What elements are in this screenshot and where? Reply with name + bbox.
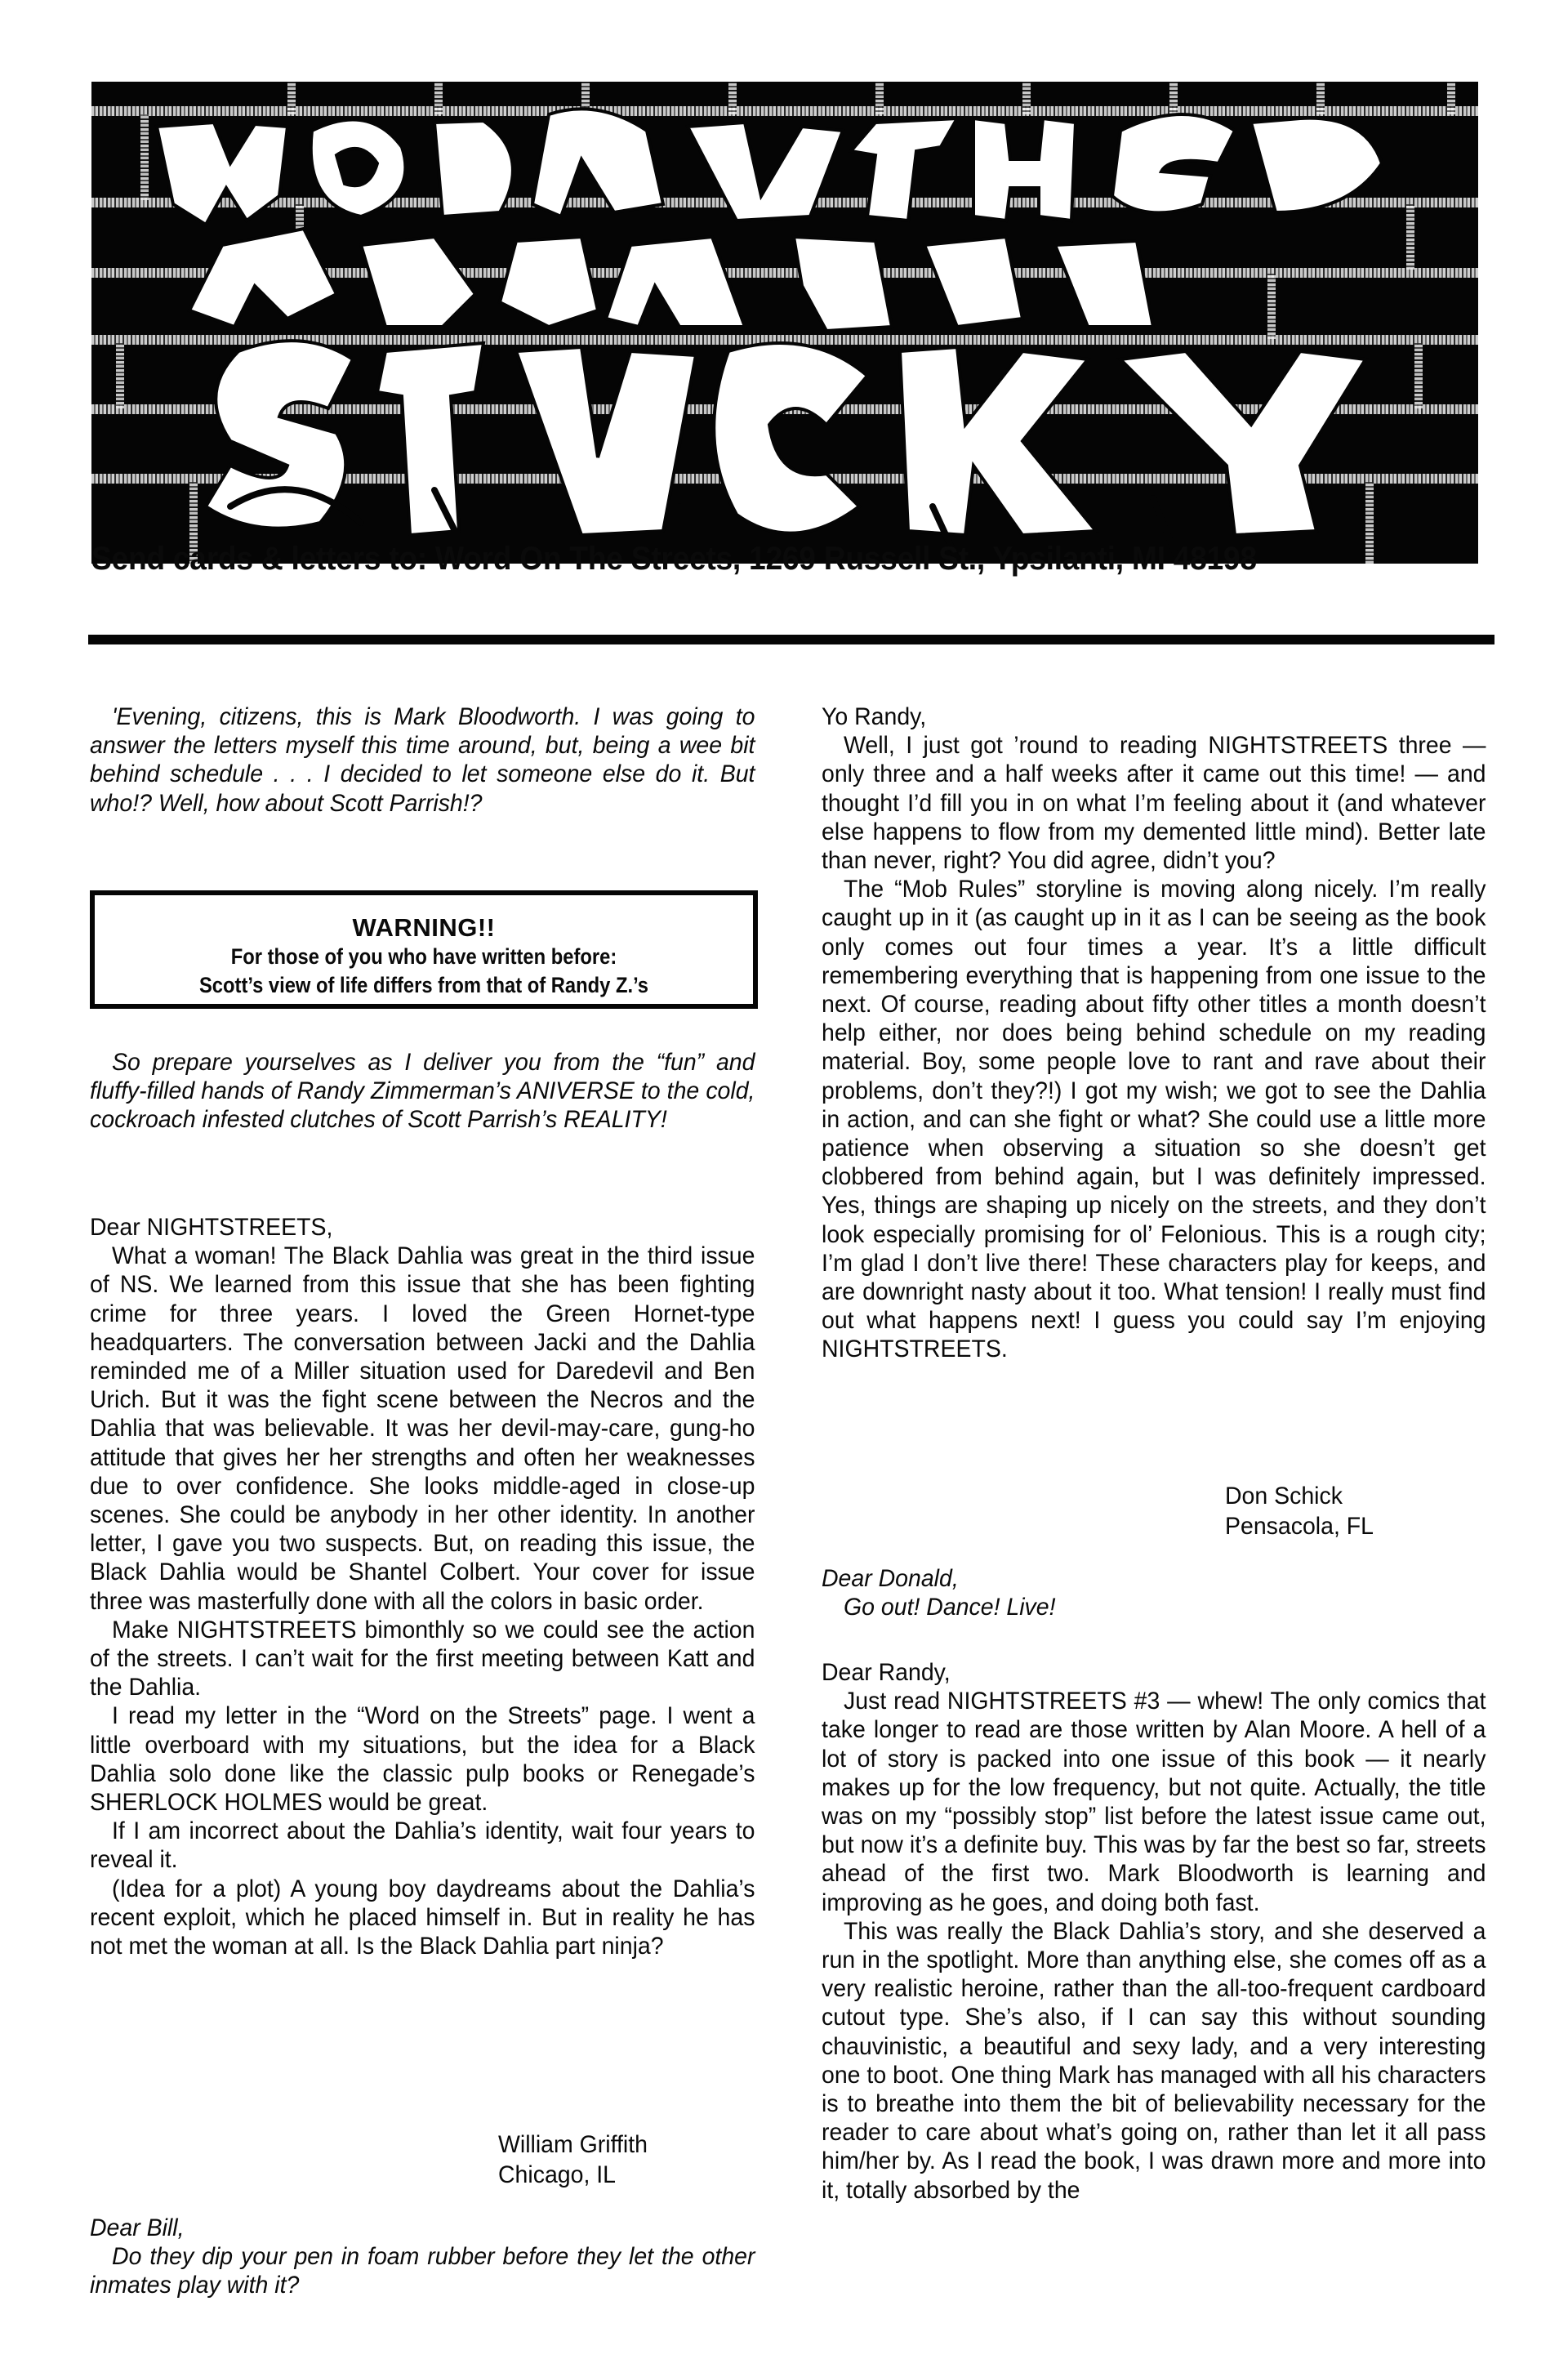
letter-salutation: Dear NIGHTSTREETS,: [90, 1214, 333, 1241]
letter-paragraph: I read my letter in the “Word on the Streets” page. I went a little overboard with my situations, but the idea for a Black Dahlia solo done like the classic pulp books or Renegade’s SHERLOCK HOLMES would be great.: [90, 1702, 755, 1817]
warning-box: [90, 890, 758, 1009]
reply-text: Do they dip your pen in foam rubber before they let the other inmates play with it?: [90, 2243, 755, 2299]
prepare-intro: [90, 1048, 755, 1135]
warning-line-2: Scott’s view of life differs from that of Randy Z.’s: [198, 973, 649, 997]
warning-title: WARNING!!: [352, 913, 496, 942]
signature-place: Pensacola, FL: [1225, 1513, 1374, 1540]
reply-salutation: Dear Donald,: [822, 1565, 959, 1592]
reply-to-bill: [90, 2214, 755, 2300]
letter-paragraph: The “Mob Rules” storyline is moving along nicely. I’m really caught up in it (as caught up in it as I can be seeing as the book only comes out four times a year. It’s a little difficult remembering everything that is happening from one issue to the next. Of course, reading about fifty other titles a month doesn’t help either, nor does being behind schedule on my reading material. Boy, some people love to rant and rave about their problems, don’t they?!) I got my wish; we got to see the Dahlia in action, and can she fight or what? She could use a little more patience when observing a situation so she doesn’t get clobbered from behind again, but I was definitely impressed. Yes, things are shaping up nicely on the streets, and they don’t look especially promising for ol’ Felonious. This is a rough city; I’m glad I don’t live there! These characters play for keeps, and are downright nasty about it too. What tension! I really must find out what happens next! I guess you could say I’m enjoying NIGHTSTREETS.: [822, 876, 1486, 1363]
prepare-text: So prepare yourselves as I deliver you from the “fun” and fluffy-filled hands of Randy Zimmerman’s ANIVERSE to the cold, cockroach infested clutches of Scott Parrish’s REALITY!: [90, 1049, 755, 1134]
letter-don-schick: [822, 702, 1486, 1364]
warning-line-1: For those of you who have written before:: [230, 944, 617, 969]
letter-paragraph: Make NIGHTSTREETS bimonthly so we could see the action of the streets. I can’t wait for the first meeting between Katt and the Dahlia.: [90, 1616, 755, 1701]
reply-salutation: Dear Bill,: [90, 2214, 185, 2241]
mailing-address: Send cards & letters to: Word On The Streets, 1269 Russell St., Ypsilanti, MI 48198: [91, 541, 1257, 577]
horizontal-divider: [88, 635, 1494, 644]
intro-text: 'Evening, citizens, this is Mark Bloodworth. I was going to answer the letters myself this time around, but, being a wee bit behind schedule . . . I decided to let someone else do it. But who!? Well, how about Scott Parrish!?: [90, 703, 755, 817]
graffiti-brick-wall-banner: [91, 82, 1478, 564]
reply-text: Go out! Dance! Live!: [844, 1594, 1056, 1621]
letter-salutation: Yo Randy,: [822, 703, 927, 730]
letter-paragraph: (Idea for a plot) A young boy daydreams about the Dahlia’s recent exploit, which he placed himself in. But in reality he has not met the woman at all. Is the Black Dahlia part ninja?: [90, 1875, 755, 1960]
graffiti-lettering: [91, 82, 1478, 564]
signature-name: William Griffith: [498, 2131, 648, 2158]
letter-salutation: Dear Randy,: [822, 1659, 951, 1686]
signature-name: Don Schick: [1225, 1483, 1343, 1510]
reply-to-donald: [822, 1564, 1486, 1621]
letter-paragraph: This was really the Black Dahlia’s story, and she deserved a run in the spotlight. More than anything else, she comes off as a very realistic heroine, rather than the all-too-frequent cardboard cutout type. She’s also, if I can say this without sounding chauvinistic, a beautiful and sexy lady, and a very interesting one to boot. One thing Mark has managed with all his characters is to breathe into them the bit of believability necessary for the reader to care about what’s going on, rather than let it all pass him/her by. As I read the book, I was drawn more and more into it, totally absorbed by the: [822, 1917, 1486, 2204]
letter-paragraph: If I am incorrect about the Dahlia’s identity, wait four years to reveal it.: [90, 1817, 755, 1874]
letter-paragraph: Well, I just got ’round to reading NIGHTSTREETS three — only three and a half weeks after it came out this time! — and thought I’d fill you in on what I’m feeling about it (and whatever else happens to flow from my demented little mind). Better late than never, right? You did agree, didn’t you?: [822, 732, 1486, 875]
signature-place: Chicago, IL: [498, 2161, 617, 2188]
editor-intro: [90, 702, 755, 818]
letter-paragraph: Just read NIGHTSTREETS #3 — whew! The only comics that take longer to read are those written by Alan Moore. A hell of a lot of story is packed into one issue of this book — it nearly makes up for the low frequency, but not quite. Actually, the title was on my “possibly stop” list before the latest issue came out, but now it’s a definite buy. This was by far the best so far, streets ahead of the first two. Mark Bloodworth is learning and improving as he goes, and doing both fast.: [822, 1688, 1486, 1916]
letter-william-griffith: [90, 1213, 755, 1960]
letter-dear-randy: [822, 1658, 1486, 2205]
letter-paragraph: What a woman! The Black Dahlia was great in the third issue of NS. We learned from this issue that she has been fighting crime for three years. I loved the Green Hornet-type headquarters. The conversation between Jacki and the Dahlia reminded me of a Miller situation used for Daredevil and Ben Urich. But it was the fight scene between the Necros and the Dahlia that was believable. It was her devil-may-care, gung-ho attitude that gives her her strengths and often her weaknesses due to over confidence. She looks middle-aged in close-up scenes. She could be anybody in her other identity. In another letter, I gave you two suspects. But, on reading this issue, the Black Dahlia would be Shantel Colbert. Your cover for issue three was masterfully done with all the colors in basic order.: [90, 1242, 755, 1615]
